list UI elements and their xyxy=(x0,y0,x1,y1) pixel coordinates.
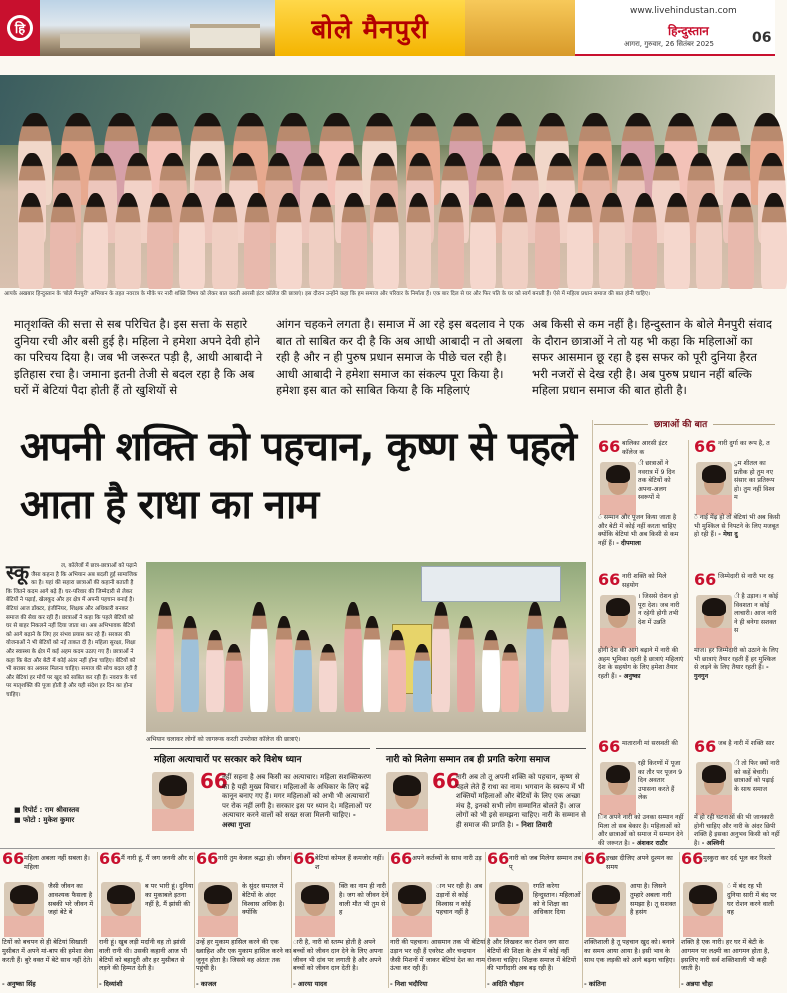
substory-text-2: नारी अब तो तू अपनी शक्ति को पहचान, कृष्ण से पहले लेते हैं राधा का नाम। भगवान के स्वरूप में भी शक्तियों महिलाओं और बेटियों के लिए एक अच्छा मंच है, इनको सभी लोग सम्मानित बोलते हैं। आज लोगों को भी इसे समझना चाहिए। नारी के सम्मान से ही समाज की प्रगति है। - निशा तिवारी xyxy=(456,773,586,829)
student-figure xyxy=(83,193,109,289)
story-dropcap: स्कू xyxy=(6,560,30,584)
bottom-quote-mid: के सुंदर समतल में बेटियों के अंदर विश्वास अधिक है। क्योंकि xyxy=(242,882,285,917)
sidebar-quote-text: माज। हर जिम्मेदारी को उठाने के लिए भी छात्राएं तैयार रहती हैं हर मुश्किल से लड़ने के लिए तैयार रहती हैं। - गुनगुन xyxy=(694,647,779,680)
campaign-figure xyxy=(319,644,337,712)
sidebar-title: छात्राओं की बात xyxy=(648,417,713,430)
bottom-quote-text: टियों को बचपन से ही बेटियां सिखाती मुसीबत में अपने मां-बाप की हमेशा सेवा करती हैं। बुरे वक्त में बेटे साथ नहीं देते। xyxy=(2,938,94,964)
student-figure xyxy=(470,193,496,289)
student-figure xyxy=(18,193,44,289)
section-banner xyxy=(275,0,465,56)
bottom-quote-mid: ं में बंद रह भी दुनिया सारी में बंद पर घर रोशन करने वाली वह xyxy=(727,882,777,917)
student-figure xyxy=(438,193,464,289)
banner-building-photo xyxy=(465,0,575,56)
group-photo-caption: आपके अखबार हिन्दुस्तान के 'बोले मैनपुरी' अभियान के तहत नवरात्र के मौके पर नारी शक्ति विषय को लेकर बात करती आरसी इंटर कॉलेज की छात्राएं। इस दौरान उन्होंने कहा कि हम समाज और परिवार के निर्माता हैं। एक बार दिल से घर और फिर पति के घर को स्वर्ग बनाती हैं। ऐसे में महिला प्रधान समाज की बात होनी चाहिए। xyxy=(4,291,650,297)
sidebar-quote-text: ं सम्मान और पूजन किया जाता है और बेटी में कोई नहीं करता चाहिए क्योंकि बेटियां भी अब किसी से कम नहीं हैं। - दीपमाला xyxy=(598,514,679,547)
bottom-quote-mid: जैसी जीवन का आवश्यक फैसला है सबकी भरे जीवन में जहां बेटे बे xyxy=(48,882,94,917)
student-figure xyxy=(115,193,141,289)
bottom-signature: - दिव्यांशी xyxy=(99,980,123,988)
quote-icon: 66 xyxy=(200,769,228,793)
intro-column-3: अब किसी से कम नहीं है। हिन्दुस्तान के बोले मैनपुरी संवाद के दौरान छात्राओं ने तो यह भी कहा कि महिलाओं का सफर आसमान छू रहा है इस सफर को पूरी दुनिया हैरत भरी नजरों से देख रही है। अब पुरुष प्रधान नहीं बल्कि महिला प्रधान समाज की बात होती है। xyxy=(532,317,772,397)
bottom-signature: - आरया यादव xyxy=(293,980,327,988)
sidebar-quote-lead: बालिका आरसी इंटर कॉलेज क xyxy=(622,440,668,456)
bottom-quote-lead: मुस्कुरा कर दर्द भूल कर रिश्तो xyxy=(703,854,772,862)
bottom-quote-text: उन्हें हर मुकाम हासिल करने की एक ख्वाहिश और एक मुकाम हासिल करने का जुनून होता है। जिससे वह अंततः तक पहुंची है। xyxy=(196,938,292,973)
student-figure xyxy=(406,193,432,289)
sidebar-quote-mid: ुम शीतल का प्रतीक हो तुम नए संसार का प्रतिरूप हो। तुम नहीं विश्व म xyxy=(734,460,775,502)
page-number: 06 xyxy=(752,30,772,46)
substory-signature-2: - निशा तिवारी xyxy=(515,820,553,829)
student-figure xyxy=(761,193,787,289)
bottom-quote-item xyxy=(584,849,682,990)
sidebar-quote-mid: ी है उड़ान। न कोई विवशता न कोई लाचारी। आज नारी ने ही बनेगा सशक्त स xyxy=(734,593,779,635)
bottom-quote-lead: नारी को जब मिलेगा सम्मान तब प् xyxy=(509,854,582,871)
bottom-quote-lead: महिला अबला नहीं सबला है। महिला xyxy=(24,854,90,871)
story-text: ल, कॉलेजों में छात्र-छात्राओं को पढ़ाने जैसा कहना है कि अभियान अब बदली हुई सामाजिक का है। यहां की सहारा छात्राओं की कहानी बताती है कि जितने कदम आगे बढ़े हैं। घर-परिवार की जिम्मेदारी से लेकर बेटियों ने पढ़ाई, खेलकूद और हर क्षेत्र में अपनी पहचान बनाई है। बेटियां आज डॉक्टर, इंजीनियर, शिक्षक और अधिकारी बनकर समाज की सेवा कर रही हैं। छात्राओं ने कहा कि पहले बेटियों को घर से बाहर निकलने नहीं दिया जाता था। अब अभिभावक बेटियों को आगे बढ़ाने के लिए हर संभव प्रयास कर रहे हैं। सरकार की योजनाओं ने भी बेटियों को नई ताकत दी है। महिला सुरक्षा, शिक्षा और स्वास्थ्य के क्षेत्र में कई अहम कदम उठाए गए हैं। छात्राओं ने कहा कि बेटा और बेटी में कोई अंतर नहीं होना चाहिए। बेटियों को भी बराबर का अवसर मिलना चाहिए। समाज की सोच बदल रही है और बेटियां हर मोर्चे पर खुद को साबित कर रही हैं। नवरात्र के पर्व पर मातृशक्ति की पूजा होती है और यही संदेश हर दिन का होना चाहिए। xyxy=(6,563,138,698)
divider xyxy=(388,852,389,988)
divider xyxy=(376,748,586,749)
campaign-figure xyxy=(432,602,450,712)
divider xyxy=(97,852,98,988)
student-figure xyxy=(535,193,561,289)
campaign-figure xyxy=(388,630,406,712)
divider xyxy=(592,420,593,840)
bottom-quote-text: रानी हूं। खुब लड़ी मर्दानी वह तो झांसी वाली रानी थी। उसकी कहानी आज भी बेटियों को बहादुरी और हर मुसीबत से लड़ने की हिम्मत देती है। xyxy=(99,938,187,973)
divider xyxy=(485,852,486,988)
bottom-quote-mid: आया है। जिसने तुम्हारे अबला नारी समझा है। तू सशक्त है हसंग xyxy=(630,882,676,917)
quote-icon: 66 xyxy=(487,849,510,868)
student-figure xyxy=(179,193,205,289)
campaign-figure xyxy=(294,630,312,712)
student-photo xyxy=(600,762,636,812)
campaign-figure xyxy=(206,630,224,712)
student-photo xyxy=(4,882,44,934)
sidebar-signature: - अंशकर राठौर xyxy=(631,839,668,847)
bottom-quote-lead: मैं नारी हूं, मैं जग जननी और स xyxy=(121,854,194,862)
student-figure xyxy=(664,193,690,289)
bottom-signature: - अनुष्का सिंह xyxy=(2,980,36,988)
reporter-byline: ■ रिपोर्ट : राम श्रीवास्तव xyxy=(14,806,80,814)
sidebar-signature: - अनुष्का xyxy=(618,672,641,680)
campaign-figure xyxy=(526,602,544,712)
sidebar-header xyxy=(594,417,775,431)
divider xyxy=(679,852,680,988)
bottom-quote-lead: इच्छा दीजिए अपने दुश्मन का समय xyxy=(606,854,673,871)
substory-signature-1: - अस्था गुप्ता xyxy=(222,811,356,829)
bottom-quote-item xyxy=(196,849,294,990)
divider xyxy=(194,852,195,988)
sidebar-quote-text: िन अपने नारी को उनका सम्मान नहीं मिला तो सब बेकार है। महिलाओं को और छात्राओं को समाज में सम्मान देने की जरूरत है। - अंशकर राठौर xyxy=(598,814,684,847)
quote-icon: 66 xyxy=(390,849,413,868)
student-figure xyxy=(341,193,367,289)
bottom-signature: - निशा भदौरिया xyxy=(390,980,428,988)
campaign-figure xyxy=(363,616,381,712)
campaign-figure xyxy=(225,644,243,712)
bottom-quote-text: ारी है, नारी वो स्तम्भ होती है अपने बच्चों को जीवन दान देने के लिए अपना जीवन भी दांव पर लगाती है और अपने बच्चों को जीवन दान देती है। xyxy=(293,938,383,973)
bottom-quote-item xyxy=(681,849,779,990)
bottom-quote-mid: क्ति का नाम ही नारी है। जग को जीवन देने वाली मौत भी तुम से ह xyxy=(339,882,389,917)
bottom-quote-item xyxy=(99,849,197,990)
student-photo xyxy=(386,772,428,828)
quote-icon: 66 xyxy=(694,570,717,589)
student-figure xyxy=(632,193,658,289)
campaign-figure xyxy=(156,602,174,712)
website-link[interactable]: www.livehindustan.com xyxy=(630,6,737,16)
quote-icon: 66 xyxy=(694,437,717,456)
student-figure xyxy=(244,193,270,289)
logo-emblem-icon: हि xyxy=(7,15,33,41)
student-figure xyxy=(728,193,754,289)
campaign-figure xyxy=(501,644,519,712)
divider xyxy=(582,852,583,988)
quote-icon: 66 xyxy=(681,849,704,868)
campaign-figure xyxy=(250,602,268,712)
sidebar-quote-lead: नारी दुर्गा का रूप है, त xyxy=(718,440,770,447)
bottom-quote-mid: ान भर रही है। अब उड़ानों से कोई विश्वास न कोई पहचान नहीं है xyxy=(436,882,483,917)
student-figure xyxy=(212,193,238,289)
bottom-quote-text: नारी की पहचान। आसमान तक भी बेटियां उड़ान भर रही हैं एवरेस्ट और चन्द्रयान जैसी मिशनों में जाकर बेटियां देश का नाम ऊंचा कर रही हैं। xyxy=(390,938,486,973)
student-photo xyxy=(696,595,732,645)
bottom-signature: - कांतिना xyxy=(584,980,606,988)
brand-name: हिन्दुस्तान xyxy=(668,24,709,38)
student-photo xyxy=(683,882,723,934)
campaign-figure xyxy=(181,616,199,712)
photographer-byline: ■ फोटो : मुकेश कुमार xyxy=(14,816,75,824)
substory-title-2: नारी को मिलेगा सम्मान तब ही प्रगति करेगा समाज xyxy=(386,755,550,765)
bottom-quote-item xyxy=(487,849,585,990)
bottom-quote-item xyxy=(2,849,100,990)
sidebar-signature: - गुनगुन xyxy=(694,664,769,680)
story-body xyxy=(6,562,140,802)
divider xyxy=(688,440,689,840)
student-figure xyxy=(696,193,722,289)
quote-icon: 66 xyxy=(2,849,25,868)
bottom-quote-item xyxy=(293,849,391,990)
intro-column-1: मातृशक्ति की सत्ता से सब परिचित है। इस सत्ता के सहारे दुनिया रची और बसी हुई है। महिला ने हमेशा अपने देवी होने का परिचय दिया है। जब भी जरूरत पड़ी है, आधी आबादी ने इतिहास रचा है। जमाना इतनी तेजी से बदल रहा है कि अब घरों में बेटियां पैदा होती हैं तो खुशियों से xyxy=(14,317,263,397)
sidebar-quote-text: होगी देश की आगे बढ़ाने में नारी की अहम भूमिका रहती है छात्राएं महिलाएं देश के सहयोग के लिए हमेशा तैयार रहती हैं। - अनुष्का xyxy=(598,647,684,680)
student-photo xyxy=(586,882,626,934)
sidebar-signature: - दीपमाला xyxy=(616,539,641,547)
quote-icon: 66 xyxy=(598,437,621,456)
quote-icon: 66 xyxy=(598,570,621,589)
bottom-quote-lead: नारी तुम केवल श्रद्धा हो। जीवन xyxy=(218,854,291,862)
campaign-figure xyxy=(344,602,362,712)
group-photo xyxy=(0,75,775,288)
bottom-quote-text: शक्ति है एक नारी। हर घर में बेटी के आगमन पर लक्ष्मी का आगमन होता है, इसलिए नारी सर्व शक्तिशाली भी कही जाती है। xyxy=(681,938,770,973)
dateline: आगरा, गुरुवार, 26 सितंबर 2025 xyxy=(624,40,714,48)
sidebar-quote-text: में हो रही घटनाओं की भी जानकारी होनी चाहिए और नारी के अंदर छिपी शक्ति है इसका अनुभव किसी को नहीं है। - अश्विनी xyxy=(694,814,780,847)
bottom-quote-item xyxy=(390,849,488,990)
student-figure xyxy=(309,193,335,289)
campaign-figure xyxy=(413,644,431,712)
awareness-campaign-photo xyxy=(146,562,586,732)
substory-title-1: महिला अत्याचारों पर सरकार करे विशेष ध्यान xyxy=(154,755,302,765)
substory-text-1: नहीं सहना है अब किसी का अत्याचार। महिला सशक्तिकरण का है यही मुख्य विचार। महिलाओं के अधिकार के लिए बढ़ें कानून बनाए गए हैं। मगर महिलाओं को अभी भी अत्याचारों पर रोक नहीं लगी है। सरकार इस पर ध्यान दे। महिलाओं पर अत्याचार करने वालों को सख्त सजा मिलनी चाहिए। - अस्था गुप्ता xyxy=(222,773,372,829)
student-figure xyxy=(599,193,625,289)
hindustan-logo[interactable] xyxy=(0,0,40,56)
divider xyxy=(291,852,292,988)
sidebar-quote-mid: । जिससे रोशन हो पूरा देश। जब नारी न रहेगी होगी तभी देश में उन्नति xyxy=(638,593,680,626)
sidebar-quote-mid: रही किरणों में पूजा का तौर पर पूजन 9 दिन अवतार उपासना करते हैं लेक xyxy=(638,760,683,802)
bottom-signature: - अदिति चौहान xyxy=(487,980,524,988)
student-photo xyxy=(696,762,732,812)
campaign-photo-caption: अभियान चलाकर लोगों को जागरूक करती उपरोक्त कॉलेज की छात्राएं। xyxy=(146,736,301,743)
masthead xyxy=(0,0,775,56)
campaign-figure xyxy=(551,616,569,712)
campaign-figure xyxy=(275,616,293,712)
quote-icon: 66 xyxy=(293,849,316,868)
student-figure xyxy=(502,193,528,289)
bottom-signature: - अन्नया चौहा xyxy=(681,980,713,988)
campaign-figure xyxy=(457,616,475,712)
sidebar-signature: - अश्विनी xyxy=(701,839,725,847)
sidebar-signature: - मेघा दु xyxy=(718,531,738,539)
sidebar-quote-lead: जिम्मेदारी से नारी भर रह xyxy=(718,573,774,580)
student-photo xyxy=(101,882,141,934)
bottom-quote-mid: रगति करेगा हिन्दुस्तान। महिलाओं को वे शिक्षा का अधिकार दिया xyxy=(533,882,581,917)
masthead-city-photo xyxy=(40,0,275,56)
student-photo xyxy=(152,772,194,828)
student-figure xyxy=(50,193,76,289)
divider xyxy=(150,748,370,749)
quote-icon: 66 xyxy=(694,737,717,756)
student-figure xyxy=(567,193,593,289)
quote-icon: 66 xyxy=(584,849,607,868)
quote-icon: 66 xyxy=(598,737,621,756)
student-photo xyxy=(198,882,238,934)
sidebar-quote-lead: मातारानी मां सरस्वती की xyxy=(622,740,678,747)
quote-icon: 66 xyxy=(99,849,122,868)
sidebar-quote-lead: जब है नारी में शक्ति सार xyxy=(718,740,775,747)
sidebar-quote-text: ें नाई मेंढ़ हो तो बेटियां भी अब किसी भी मुश्किल से निपटने के लिए मजबूत हो रही हैं। - मेघा दु xyxy=(694,514,780,539)
student-photo xyxy=(600,595,636,645)
sidebar-quote-mid: ी तो फिर क्यों नारी को कहें बेचारी। छात्राओं को पढ़ाई के साथ समाज xyxy=(734,760,780,793)
section-title: बोले मैनपुरी xyxy=(311,15,429,45)
quote-icon: 66 xyxy=(432,769,460,793)
sidebar-quote-mid: ी छात्राओं ने नवरात्र में 9 दिन तक बेटियों को अपना-अलग स्वरूपों मे xyxy=(638,460,675,502)
campaign-figure xyxy=(482,630,500,712)
quote-icon: 66 xyxy=(196,849,219,868)
student-figure xyxy=(373,193,399,289)
bottom-quote-lead: बेटियां कोमल हैं कमजोर नहीं। श xyxy=(315,854,384,871)
bottom-quote-text: है और लिखकर कर रोशन जग सारा बेटियों की शिक्षा के क्षेत्र में कोई नहीं रोकना चाहिए। शिक्षक समाज में बेटियों की भागीदारी अब बढ़ रही है। xyxy=(487,938,576,973)
sidebar-quote-lead: नारी शक्ति को मिले सहयोग xyxy=(622,573,667,589)
main-headline: अपनी शक्ति को पहचान, कृष्ण से पहले आता है राधा का नाम xyxy=(20,424,577,528)
student-figure xyxy=(147,193,173,289)
student-figure xyxy=(276,193,302,289)
bottom-quote-text: शक्तिशाली है तू पहचान खुद को। बनाने का समय आया आया है। इसी भाव के साथ एक लड़की को आगे बढ़ना चाहिए। xyxy=(584,938,675,964)
student-photo xyxy=(489,882,529,934)
student-photo xyxy=(600,462,636,512)
intro-column-2: आंगन चहकने लगता है। समाज में आ रहे इस बदलाव ने एक बात तो साबित कर दी है कि अब आधी आबादी न तो अबला रही है और न ही पुरुष प्रधान समाज के पीछे चल रही है। आधी आबादी ने हमेशा समाज का संकल्प पूरा किया है। हमेशा इस बात को साबित किया है कि महिलाएं xyxy=(276,317,525,397)
bottom-quote-lead: अपने कर्तव्यों के साथ नारी उड़ xyxy=(412,854,482,862)
bottom-signature: - काजल xyxy=(196,980,217,988)
student-photo xyxy=(392,882,432,934)
student-photo xyxy=(696,462,732,512)
bottom-quote-mid: ब पर भारी हूं। दुनिया का मुकाबले इतना नहीं है, मैं झांसी की xyxy=(145,882,194,908)
student-photo xyxy=(295,882,335,934)
